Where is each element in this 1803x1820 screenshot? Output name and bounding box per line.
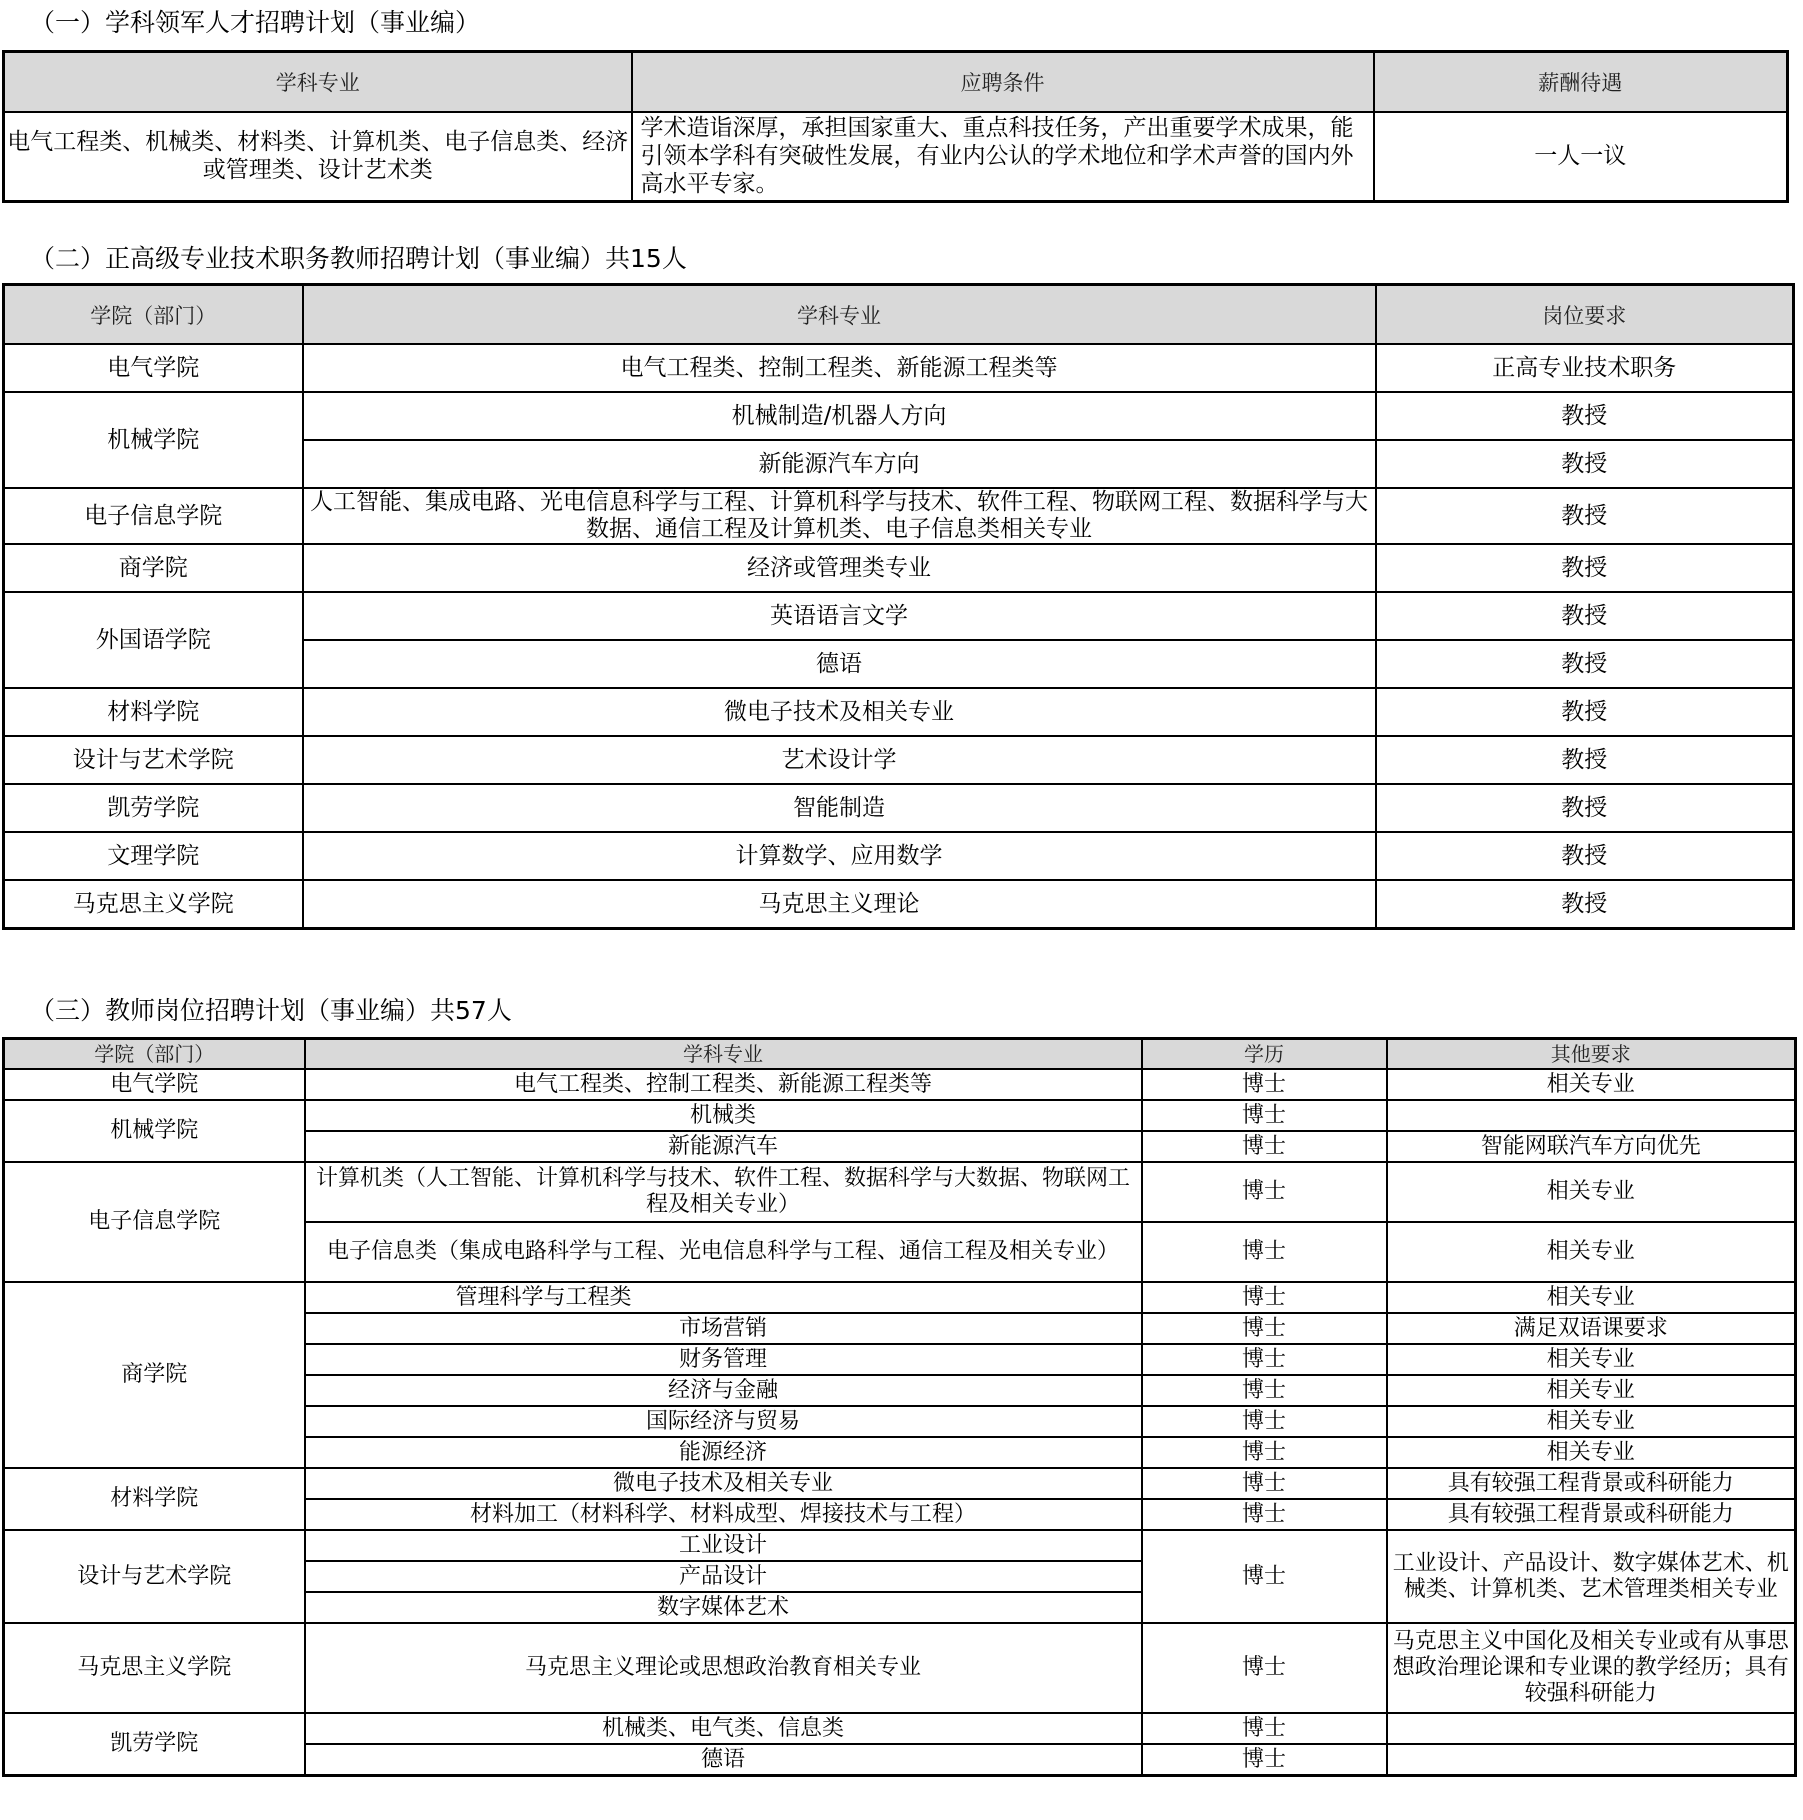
requirement-cell: 教授 [1376, 736, 1794, 784]
discipline-cell: 机械类、电气类、信息类 [305, 1713, 1142, 1744]
degree-cell: 博士 [1142, 1499, 1387, 1530]
college-cell: 商学院 [4, 544, 303, 592]
college-cell: 电气学院 [4, 1069, 305, 1100]
discipline-cell: 计算机类（人工智能、计算机科学与技术、软件工程、数据科学与大数据、物联网工程及相关专业） [305, 1162, 1142, 1222]
college-cell: 电子信息学院 [4, 488, 303, 544]
college-cell: 商学院 [4, 1282, 305, 1468]
salary-cell: 一人一议 [1374, 112, 1788, 201]
college-cell: 材料学院 [4, 688, 303, 736]
college-cell: 设计与艺术学院 [4, 736, 303, 784]
discipline-cell: 电气工程类、机械类、材料类、计算机类、电子信息类、经济或管理类、设计艺术类 [4, 112, 632, 201]
degree-cell: 博士 [1142, 1069, 1387, 1100]
table-row [4, 736, 1794, 784]
table-row [4, 1162, 1796, 1222]
discipline-cell: 机械制造/机器人方向 [303, 392, 1376, 440]
header-discipline: 学科专业 [305, 1039, 1142, 1070]
header-college: 学院（部门） [4, 285, 303, 345]
discipline-cell: 新能源汽车方向 [303, 440, 1376, 488]
college-cell: 电气学院 [4, 344, 303, 392]
other-cell: 工业设计、产品设计、数字媒体艺术、机械类、计算机类、艺术管理类相关专业 [1387, 1530, 1796, 1623]
other-cell: 相关专业 [1387, 1344, 1796, 1375]
other-cell [1387, 1744, 1796, 1776]
table-row [4, 880, 1794, 929]
other-cell: 马克思主义中国化及相关专业或有从事思想政治理论课和专业课的教学经历；具有较强科研能力 [1387, 1623, 1796, 1713]
discipline-cell: 智能制造 [303, 784, 1376, 832]
other-cell: 相关专业 [1387, 1162, 1796, 1222]
other-cell: 相关专业 [1387, 1222, 1796, 1282]
discipline-cell: 国际经济与贸易 [305, 1406, 1142, 1437]
discipline-cell: 经济或管理类专业 [303, 544, 1376, 592]
table-row [4, 1282, 1796, 1313]
college-cell: 电子信息学院 [4, 1162, 305, 1282]
discipline-cell: 英语语言文学 [303, 592, 1376, 640]
table-row [4, 1530, 1796, 1561]
leading-talent-table [2, 50, 1789, 203]
requirement-cell: 教授 [1376, 392, 1794, 440]
table-row [4, 344, 1794, 392]
discipline-cell: 材料加工（材料科学、材料成型、焊接技术与工程） [305, 1499, 1142, 1530]
table-row [4, 784, 1794, 832]
degree-cell: 博士 [1142, 1162, 1387, 1222]
table-row [4, 1468, 1796, 1499]
other-cell [1387, 1713, 1796, 1744]
college-cell: 外国语学院 [4, 592, 303, 688]
discipline-cell: 人工智能、集成电路、光电信息科学与工程、计算机科学与技术、软件工程、物联网工程、数据科学与大数据、通信工程及计算机类、电子信息类相关专业 [303, 488, 1376, 544]
table-row [4, 1069, 1796, 1100]
discipline-cell: 电气工程类、控制工程类、新能源工程类等 [303, 344, 1376, 392]
degree-cell: 博士 [1142, 1744, 1387, 1776]
requirement-cell: 教授 [1376, 592, 1794, 640]
college-cell: 材料学院 [4, 1468, 305, 1530]
discipline-cell: 新能源汽车 [305, 1131, 1142, 1162]
degree-cell: 博士 [1142, 1530, 1387, 1623]
discipline-cell: 马克思主义理论 [303, 880, 1376, 929]
requirement-cell: 教授 [1376, 832, 1794, 880]
college-cell: 马克思主义学院 [4, 1623, 305, 1713]
requirement-cell: 教授 [1376, 488, 1794, 544]
other-cell: 相关专业 [1387, 1437, 1796, 1468]
discipline-cell: 计算数学、应用数学 [303, 832, 1376, 880]
degree-cell: 博士 [1142, 1131, 1387, 1162]
requirement-cell: 教授 [1376, 784, 1794, 832]
requirements-cell: 学术造诣深厚，承担国家重大、重点科技任务，产出重要学术成果，能引领本学科有突破性发展，有业内公认的学术地位和学术声誉的国内外高水平专家。 [632, 112, 1374, 201]
discipline-cell: 工业设计 [305, 1530, 1142, 1561]
discipline-cell: 马克思主义理论或思想政治教育相关专业 [305, 1623, 1142, 1713]
discipline-cell: 能源经济 [305, 1437, 1142, 1468]
requirement-cell: 教授 [1376, 544, 1794, 592]
degree-cell: 博士 [1142, 1406, 1387, 1437]
other-cell: 相关专业 [1387, 1406, 1796, 1437]
discipline-cell: 经济与金融 [305, 1375, 1142, 1406]
table-row [4, 832, 1794, 880]
other-cell: 相关专业 [1387, 1375, 1796, 1406]
discipline-cell: 财务管理 [305, 1344, 1142, 1375]
discipline-cell: 市场营销 [305, 1313, 1142, 1344]
header-requirements: 应聘条件 [632, 52, 1374, 113]
header-requirement: 岗位要求 [1376, 285, 1794, 345]
other-cell: 具有较强工程背景或科研能力 [1387, 1499, 1796, 1530]
requirement-cell: 正高专业技术职务 [1376, 344, 1794, 392]
header-discipline: 学科专业 [303, 285, 1376, 345]
discipline-cell: 数字媒体艺术 [305, 1592, 1142, 1623]
discipline-cell: 微电子技术及相关专业 [303, 688, 1376, 736]
table-row [4, 544, 1794, 592]
header-salary: 薪酬待遇 [1374, 52, 1788, 113]
college-cell: 设计与艺术学院 [4, 1530, 305, 1623]
degree-cell: 博士 [1142, 1375, 1387, 1406]
college-cell: 机械学院 [4, 392, 303, 488]
degree-cell: 博士 [1142, 1222, 1387, 1282]
other-cell: 相关专业 [1387, 1282, 1796, 1313]
requirement-cell: 教授 [1376, 440, 1794, 488]
other-cell: 满足双语课要求 [1387, 1313, 1796, 1344]
table-row [4, 488, 1794, 544]
discipline-cell: 微电子技术及相关专业 [305, 1468, 1142, 1499]
discipline-cell: 德语 [303, 640, 1376, 688]
college-cell: 文理学院 [4, 832, 303, 880]
discipline-cell: 产品设计 [305, 1561, 1142, 1592]
college-cell: 凯劳学院 [4, 1713, 305, 1776]
degree-cell: 博士 [1142, 1437, 1387, 1468]
other-cell: 具有较强工程背景或科研能力 [1387, 1468, 1796, 1499]
degree-cell: 博士 [1142, 1468, 1387, 1499]
header-other: 其他要求 [1387, 1039, 1796, 1070]
degree-cell: 博士 [1142, 1282, 1387, 1313]
degree-cell: 博士 [1142, 1713, 1387, 1744]
requirement-cell: 教授 [1376, 880, 1794, 929]
discipline-cell: 电子信息类（集成电路科学与工程、光电信息科学与工程、通信工程及相关专业） [305, 1222, 1142, 1282]
table-row [4, 1713, 1796, 1744]
discipline-cell: 德语 [305, 1744, 1142, 1776]
college-cell: 凯劳学院 [4, 784, 303, 832]
degree-cell: 博士 [1142, 1344, 1387, 1375]
section-1-title: （一）学科领军人才招聘计划（事业编） [30, 8, 481, 37]
college-cell: 马克思主义学院 [4, 880, 303, 929]
table-row [4, 1623, 1796, 1713]
table-row [4, 1100, 1796, 1131]
requirement-cell: 教授 [1376, 688, 1794, 736]
header-discipline: 学科专业 [4, 52, 632, 113]
section-2-title: （二）正高级专业技术职务教师招聘计划（事业编）共15人 [30, 244, 687, 273]
other-cell [1387, 1100, 1796, 1131]
discipline-cell: 电气工程类、控制工程类、新能源工程类等 [305, 1069, 1142, 1100]
header-degree: 学历 [1142, 1039, 1387, 1070]
table-row [4, 688, 1794, 736]
section-3-title: （三）教师岗位招聘计划（事业编）共57人 [30, 996, 512, 1025]
other-cell: 智能网联汽车方向优先 [1387, 1131, 1796, 1162]
discipline-cell: 艺术设计学 [303, 736, 1376, 784]
degree-cell: 博士 [1142, 1100, 1387, 1131]
faculty-positions-table [2, 1037, 1797, 1777]
degree-cell: 博士 [1142, 1313, 1387, 1344]
discipline-cell: 管理科学与工程类 [305, 1282, 1142, 1313]
degree-cell: 博士 [1142, 1623, 1387, 1713]
requirement-cell: 教授 [1376, 640, 1794, 688]
table-row [4, 592, 1794, 640]
college-cell: 机械学院 [4, 1100, 305, 1162]
senior-faculty-table [2, 283, 1795, 930]
discipline-cell: 机械类 [305, 1100, 1142, 1131]
other-cell: 相关专业 [1387, 1069, 1796, 1100]
header-college: 学院（部门） [4, 1039, 305, 1070]
table-row [4, 392, 1794, 440]
